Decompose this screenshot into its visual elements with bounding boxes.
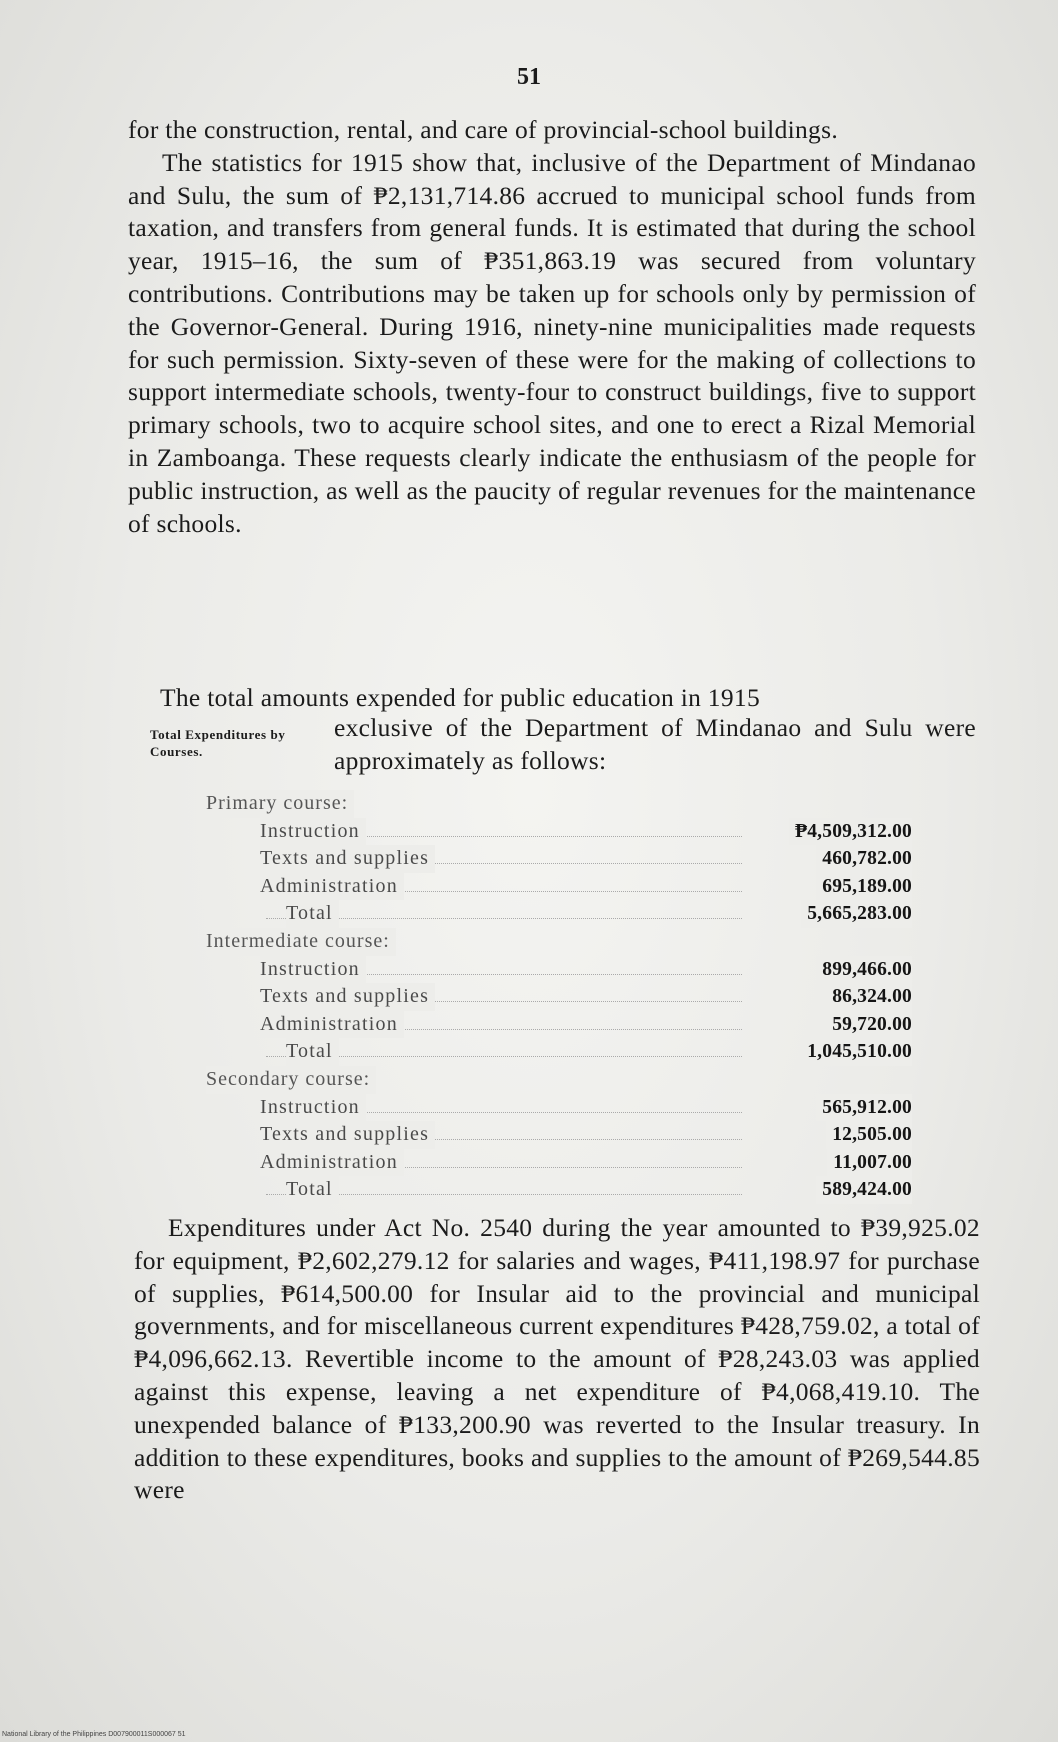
table-row [206,1149,912,1177]
row-label: Texts and supplies [260,983,435,1011]
table-row [206,818,912,846]
paragraph-statistics: The statistics for 1915 show that, inclusive of the Department of Mindanao and Sulu, the sum of ₱2,131,714.86 accrued to municipal school funds from taxation, and transfers from general funds. It is estimated that during the school year, 1915–16, the sum of ₱351,863.19 was secured from voluntary contributions. Contributions may be taken up for schools only by permission of the Governor-General. During 1916, ninety-nine municipalities made requests for such permission. Sixty-seven of these were for the making of collections to support intermediate schools, twenty-four to construct buildings, five to support primary schools, two to acquire school sites, and one to erect a Rizal Memorial in Zamboanga. These requests clearly indicate the enthusiasm of the people for public instruction, as well as the paucity of regular revenues for the maintenance of schools. [128,147,976,538]
paragraph-continuation: for the construction, rental, and care of provincial-school buildings. [128,115,838,144]
paragraph-total-amounts-first-line: The total amounts expended for public education in 1915 [160,683,761,712]
table-row [206,1121,912,1149]
table-row-total [206,1176,912,1204]
page-number: 51 [517,64,541,90]
row-value: 59,720.00 [826,1011,912,1039]
row-label: Instruction [260,1094,366,1122]
table-row [206,983,912,1011]
row-label: Total [286,1038,339,1066]
table-section-heading [206,790,912,818]
paragraph-act-2540: Expenditures under Act No. 2540 during the year amounted to ₱39,925.02 for equipment, ₱2,602,279.12 for salaries and wages, ₱411,198.97 for purchase of supplies, ₱614,500.00 for Insular aid to the provincial and municipal governments, and for miscellaneous current expenditures ₱428,759.02, a total of ₱4,096,662.13. Revertible income to the amount of ₱28,243.03 was applied against this expense, leaving a net expenditure of ₱4,068,419.10. The unexpended balance of ₱133,200.90 was reverted to the Insular treasury. In addition to these expenditures, books and supplies to the amount of ₱269,544.85 were [134,1213,980,1505]
section-heading-secondary: Secondary course: [206,1066,376,1094]
table-row-total [206,1038,912,1066]
body-text-bottom [134,1212,980,1507]
table-row [206,845,912,873]
row-value: 695,189.00 [816,873,912,901]
paragraph-total-amounts-rest: exclusive of the Department of Mindanao and Sulu were approximately as follows: [334,713,976,775]
table-section-heading [206,1066,912,1094]
row-label: Instruction [260,818,366,846]
row-label: Instruction [260,956,366,984]
body-text-top [128,114,976,540]
table-row-total [206,900,912,928]
row-label: Administration [260,1011,404,1039]
row-value: 1,045,510.00 [801,1038,912,1066]
scan-source-footer: National Library of the Philippines D007900011S000067 51 [2,1731,186,1738]
row-value: 899,466.00 [816,956,912,984]
section-heading-primary: Primary course: [206,790,354,818]
row-label: Total [286,900,339,928]
table-row [206,1011,912,1039]
table-row [206,1094,912,1122]
expenditure-table [206,790,912,1204]
row-label: Texts and supplies [260,1121,435,1149]
row-value: 589,424.00 [816,1176,912,1204]
row-value: 11,007.00 [827,1149,912,1177]
row-value: 5,665,283.00 [801,900,912,928]
table-row [206,956,912,984]
row-value: ₱4,509,312.00 [789,818,912,846]
section-heading-intermediate: Intermediate course: [206,928,396,956]
row-label: Texts and supplies [260,845,435,873]
row-value: 86,324.00 [826,983,912,1011]
margin-note: Total Expenditures by Courses. [150,727,286,759]
row-label: Administration [260,873,404,901]
table-row [206,873,912,901]
row-label: Administration [260,1149,404,1177]
row-value: 565,912.00 [816,1094,912,1122]
table-section-heading [206,928,912,956]
row-label: Total [286,1176,339,1204]
row-value: 12,505.00 [826,1121,912,1149]
row-value: 460,782.00 [816,845,912,873]
